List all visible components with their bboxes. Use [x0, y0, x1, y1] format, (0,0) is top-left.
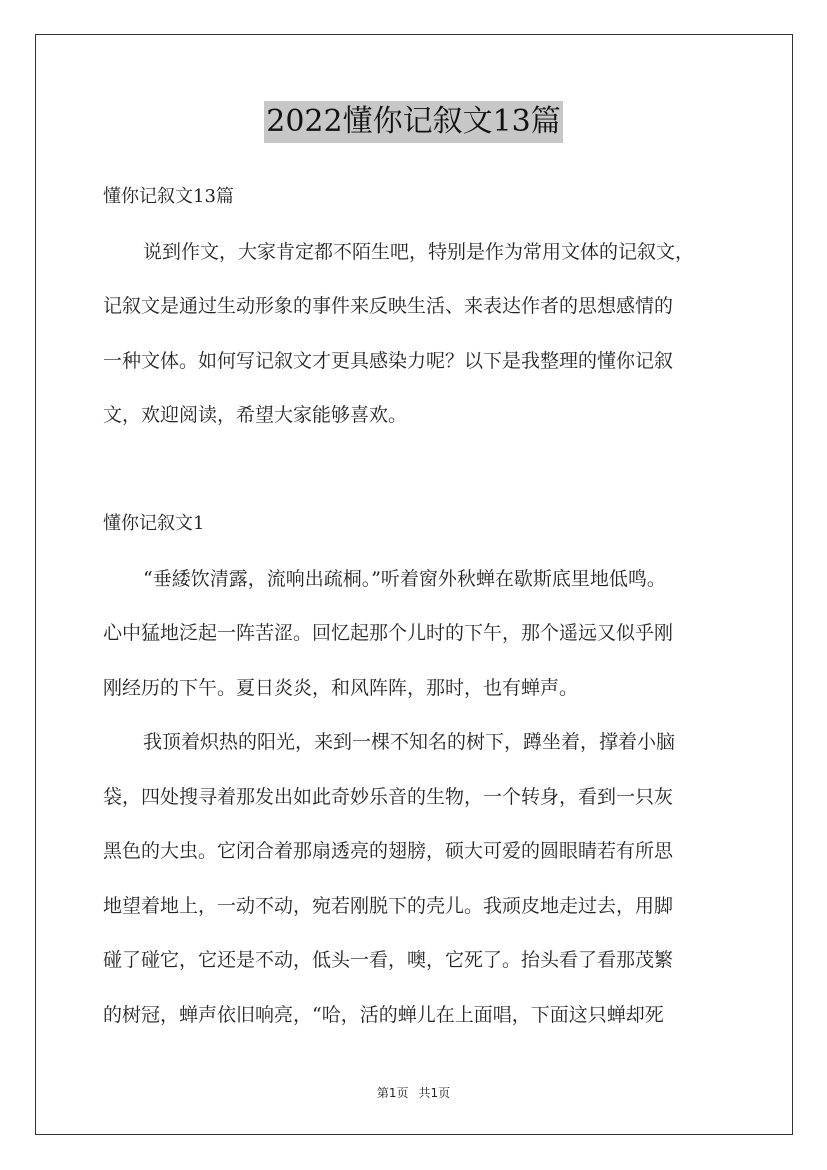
paragraph-line: 一种文体。如何写记叙文才更具感染力呢？以下是我整理的懂你记叙: [103, 349, 674, 372]
document-title: 2022懂你记叙文13篇: [264, 101, 563, 143]
paragraph-line: 文，欢迎阅读，希望大家能够喜欢。: [103, 404, 408, 426]
page-footer: [0, 1084, 827, 1101]
paragraph-line: 记叙文是通过生动形象的事件来反映生活、来表达作者的思想感情的: [103, 295, 674, 317]
page-total: 共1页: [418, 1086, 451, 1100]
blank-line: [103, 443, 743, 498]
paragraph-line: 黑色的大虫。它闭合着那扇透亮的翅膀，硕大可爱的圆眼睛若有所思: [103, 840, 674, 862]
paragraph-2: [103, 715, 743, 1042]
paragraph-line: 袋，四处搜寻着那发出如此奇妙乐音的生物，一个转身，看到一只灰: [103, 785, 674, 808]
title-container: [0, 101, 827, 143]
paragraph-line: 的树冠，蝉声依旧响亮，“哈，活的蝉儿在上面唱，下面这只蝉却死: [103, 1003, 664, 1026]
paragraph-1: [103, 552, 743, 716]
paragraph-line: 心中猛地泛起一阵苦涩。回忆起那个儿时的下午，那个遥远又似乎刚: [103, 622, 674, 644]
document-subtitle: 懂你记叙文13篇: [103, 186, 234, 207]
paragraph-line: 刚经历的下午。夏日炎炎，和风阵阵，那时，也有蝉声。: [103, 676, 579, 699]
paragraph-line: “垂緌饮清露，流响出疏桐。”听着窗外秋蝉在歇斯底里地低鸣。: [143, 567, 666, 590]
paragraph-line: 我顶着炽热的阳光，来到一棵不知名的树下，蹲坐着，撑着小脑: [143, 731, 676, 753]
paragraph-line: 地望着地上，一动不动，宛若刚脱下的壳儿。我顽皮地走过去，用脚: [103, 894, 674, 917]
document-body: [103, 170, 743, 1042]
section-heading: 懂你记叙文1: [103, 513, 205, 534]
paragraph-line: 碰了碰它，它还是不动，低头一看，噢，它死了。抬头看了看那茂繁: [103, 949, 674, 971]
paragraph-line: 说到作文，大家肯定都不陌生吧，特别是作为常用文体的记叙文，: [143, 240, 695, 263]
page-number: 第1页: [376, 1086, 409, 1100]
intro-paragraph: [103, 225, 743, 443]
